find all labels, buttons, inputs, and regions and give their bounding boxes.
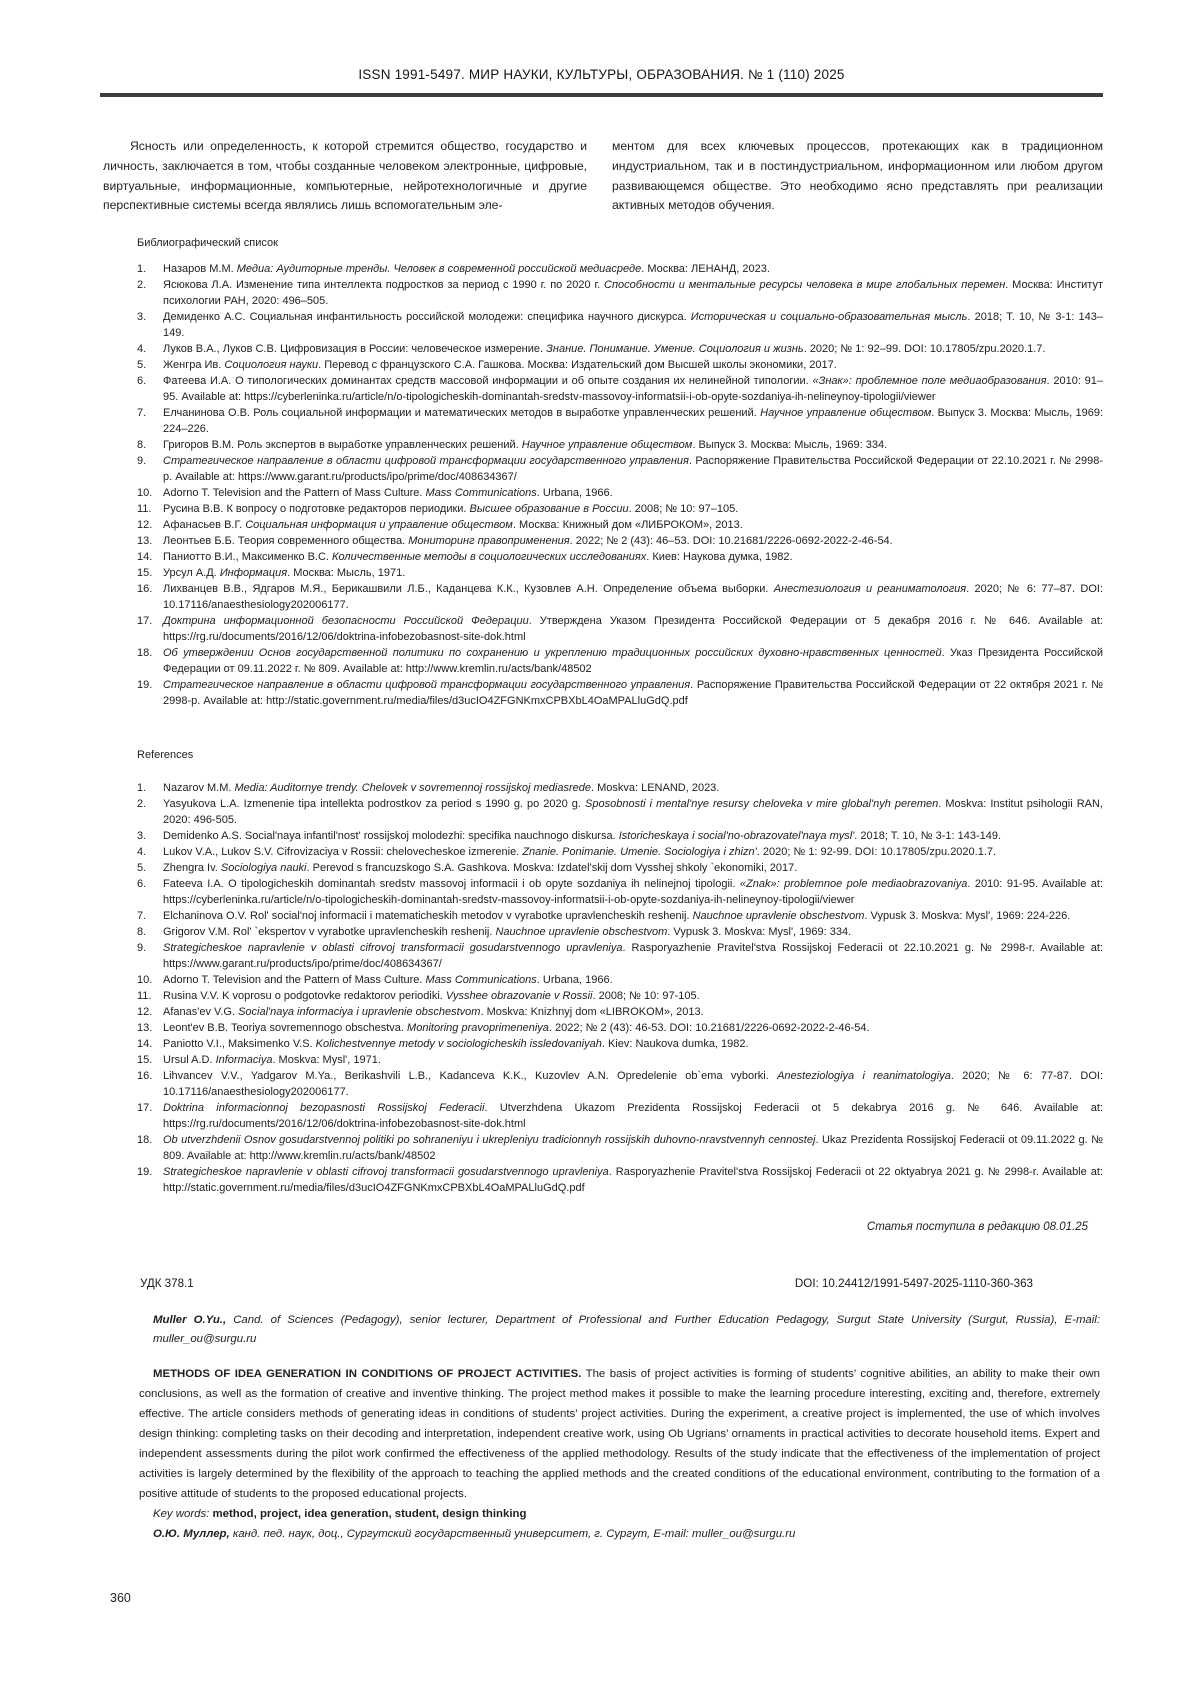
reference-text: Strategicheskoe napravlenie v oblasti cifrovoj transformacii gosudarstvennogo upravleniya. Rasporyazhenie Pravitel'stva Rossijskoj Federacii ot 22.10.2021 g. № 2998-r. Available at: https://www.garant.ru/products/ipo/prime/doc/408634367/: [163, 942, 1103, 970]
reference-item: [137, 485, 1103, 501]
reference-text: Lihvancev V.V., Yadgarov M.Ya., Berikashvili L.B., Kadanceva K.K., Kuzovlev A.N. Opredelenie ob`ema vyborki. Anesteziologiya i reanimatologiya. 2020; № 6: 77-87. DOI: 10.17116/anaesthesiology202006177.: [163, 1070, 1104, 1098]
reference-text: Афанасьев В.Г. Социальная информация и управление обществом. Москва: Книжный дом «ЛИБРОКОМ», 2013.: [163, 519, 743, 531]
reference-item: [137, 261, 1103, 277]
reference-item: [137, 860, 1103, 876]
reference-number: 2.: [137, 279, 147, 291]
reference-text: Rusina V.V. K voprosu o podgotovke redaktorov periodiki. Vysshee obrazovanie v Rossii. 2008; № 10: 97-105.: [163, 990, 700, 1002]
reference-number: 19.: [137, 1166, 153, 1178]
reference-number: 8.: [137, 439, 147, 451]
reference-text: Ob utverzhdenii Osnov gosudarstvennoj politiki po sohraneniyu i ukrepleniyu tradicionnyh rossijskih duhovno-nravstvennyh cennostej. Ukaz Prezidenta Rossijskoj Federacii ot 09.11.2022 g. № 809. Available at: http://www.kremlin.ru/acts/bank/48502: [163, 1134, 1103, 1162]
reference-text: Демиденко А.С. Социальная инфантильность российской молодежи: специфика научного дискурса. Историческая и социально-образовательная мысль. 2018; Т. 10, № 3-1: 143–149.: [163, 311, 1103, 339]
reference-item: [137, 924, 1103, 940]
reference-text: Nazarov M.M. Media: Auditornye trendy. Chelovek v sovremennoj rossijskoj mediasrede. Moskva: LENAND, 2023.: [163, 782, 720, 794]
reference-number: 2.: [137, 798, 147, 810]
author-name-en: Muller O.Yu.,: [153, 1314, 227, 1326]
reference-item: [137, 908, 1103, 924]
reference-text: Zhengra Iv. Sociologiya nauki. Perevod s francuzskogo S.A. Gashkova. Moskva: Izdatel'skij dom Vysshej shkoly `ekonomiki, 2017.: [163, 862, 798, 874]
reference-number: 6.: [137, 375, 147, 387]
reference-item: [137, 357, 1103, 373]
abstract-paragraph: [139, 1364, 1100, 1504]
reference-item: [137, 581, 1103, 613]
journal-header-title: ISSN 1991-5497. МИР НАУКИ, КУЛЬТУРЫ, ОБРАЗОВАНИЯ. № 1 (110) 2025: [358, 67, 845, 82]
reference-number: 1.: [137, 263, 147, 275]
keywords-line: [139, 1504, 1100, 1524]
reference-number: 18.: [137, 1134, 153, 1146]
reference-item: [137, 613, 1103, 645]
keywords-label: Key words:: [153, 1508, 210, 1520]
reference-number: 13.: [137, 535, 153, 547]
reference-text: Луков В.А., Луков С.В. Цифровизация в России: человеческое измерение. Знание. Понимание. Умение. Социология и жизнь. 2020; № 1: 92–99. DOI: 10.17805/zpu.2020.1.7.: [163, 343, 1046, 355]
intro-column-left: [103, 137, 587, 216]
reference-number: 9.: [137, 942, 147, 954]
reference-item: [137, 1068, 1103, 1100]
reference-item: [137, 796, 1103, 828]
author-name-ru: О.Ю. Муллер,: [153, 1528, 230, 1540]
reference-item: [137, 780, 1103, 796]
reference-text: Леонтьев Б.Б. Теория современного общества. Мониторинг правоприменения. 2022; № 2 (43): 46–53. DOI: 10.21681/2226-0692-2022-2-46-54.: [163, 535, 893, 547]
reference-number: 8.: [137, 926, 147, 938]
reference-number: 12.: [137, 519, 153, 531]
author-details-en: Cand. of Sciences (Pedagogy), senior lecturer, Department of Professional and Further Education Pedagogy, Surgut State University (Surgut, Russia), E-mail: muller_ou@surgu.ru: [153, 1314, 1100, 1345]
reference-item: [137, 453, 1103, 485]
reference-number: 10.: [137, 974, 153, 986]
reference-number: 7.: [137, 407, 147, 419]
reference-item: [137, 1100, 1103, 1132]
reference-item: [137, 1052, 1103, 1068]
author-affiliation-en: [153, 1311, 1100, 1348]
abstract-text: The basis of project activities is forming of students’ cognitive abilities, an ability to make their own conclusions, as well as the formation of creative and inventive thinking. The project method makes it possible to make the learning procedure interesting, exciting and, therefore, extremely effective. The article considers methods of generating ideas in conditions of students’ project activities. During the experiment, a creative project is implemented, the use of which involves design thinking: completing tasks on their decoding and interpretation, independent creative work, using Ob Ugrians’ ornaments in practical activities to decorate household items. Expert and independent assessments during the pilot work confirmed the effectiveness of the applied methodology. Results of the study indicate that the effectiveness of the implementation of project activities is largely determined by the flexibility of the approach to teaching the applied methods and the created conditions of the educational environment, contributing to the formation of a positive attitude of students to the proposed educational projects.: [139, 1368, 1100, 1500]
reference-item: [137, 1132, 1103, 1164]
reference-item: [137, 988, 1103, 1004]
reference-text: Strategicheskoe napravlenie v oblasti cifrovoj transformacii gosudarstvennogo upravleniya. Rasporyazhenie Pravitel'stva Rossijskoj Federacii ot 22 oktyabrya 2021 g. № 2998-r. Available at: http://static.government.ru/media/files/d3ucIO4ZFGNKmxCPBXbL4OaMPALluGdQ.pdf: [163, 1166, 1103, 1194]
reference-item: [137, 565, 1103, 581]
doi-code: DOI: 10.24412/1991-5497-2025-1110-360-363: [794, 1277, 1033, 1290]
author-affiliation-ru: [139, 1524, 1100, 1544]
reference-item: [137, 341, 1103, 357]
reference-number: 6.: [137, 878, 147, 890]
header-divider: [100, 93, 1103, 97]
reference-item: [137, 844, 1103, 860]
reference-text: Fateeva I.A. O tipologicheskih dominantah sredstv massovoj informacii i ob opyte sozdaniya ih nelinejnoj tipologii. «Znak»: problemnoe pole mediaobrazovaniya. 2010: 91-95. Available at: https://cyberleninka.ru/article/n/o-tipologicheskih-dominantah-sredstv-massovoy-informatsii-i-ob-opyte-sozdaniya-ih-nelineynoy-tipologii/viewer: [163, 878, 1103, 906]
reference-item: [137, 1164, 1103, 1196]
reference-number: 17.: [137, 615, 153, 627]
reference-number: 5.: [137, 359, 147, 371]
intro-paragraph-left: Ясность или определенность, к которой стремится общество, государство и личность, заключается в том, чтобы созданные человеком электронные, цифровые, виртуальные, информационные, компьютерные, нейротехнологичные и другие перспективные системы всегда являлись лишь вспомогательным эле-: [103, 139, 587, 213]
reference-text: Русина В.В. К вопросу о подготовке редакторов периодики. Высшее образование в России. 2008; № 10: 97–105.: [163, 503, 739, 515]
reference-text: Григоров В.М. Роль экспертов в выработке управленческих решений. Научное управление обществом. Выпуск 3. Москва: Мысль, 1969: 334.: [163, 439, 888, 451]
bibliography-heading: Библиографический список: [137, 237, 278, 249]
reference-number: 5.: [137, 862, 147, 874]
reference-number: 17.: [137, 1102, 153, 1114]
intro-paragraph-right: ментом для всех ключевых процессов, протекающих как в традиционном индустриальном, так и в постиндустриальном, информационном или любом другом развивающемся обществе. Это необходимо ясно представлять при реализации активных методов обучения.: [612, 139, 1103, 213]
reference-text: Adorno T. Television and the Pattern of Mass Culture. Mass Communications. Urbana, 1966.: [163, 487, 613, 499]
reference-number: 1.: [137, 782, 147, 794]
reference-text: Назаров М.М. Медиа: Аудиторные тренды. Человек в современной российской медиасреде. Москва: ЛЕНАНД, 2023.: [163, 263, 770, 275]
abstract-block: [139, 1364, 1100, 1544]
reference-item: [137, 645, 1103, 677]
page-number: 360: [110, 1591, 131, 1605]
keywords-value: method, project, idea generation, student, design thinking: [209, 1508, 527, 1520]
reference-item: [137, 437, 1103, 453]
article-title-en: METHODS OF IDEA GENERATION IN CONDITIONS OF PROJECT ACTIVITIES.: [153, 1368, 582, 1380]
reference-text: Elchaninova O.V. Rol' social'noj informacii i matematicheskih metodov v vyrabotke upravlencheskih reshenij. Nauchnoe upravlenie obschestvom. Vypusk 3. Moskva: Mysl', 1969: 224-226.: [163, 910, 1071, 922]
bibliography-list: [137, 261, 1103, 709]
reference-number: 14.: [137, 551, 153, 563]
reference-number: 11.: [137, 990, 152, 1002]
reference-item: [137, 940, 1103, 972]
reference-number: 16.: [137, 1070, 153, 1082]
reference-text: Елчанинова О.В. Роль социальной информации и математических методов в выработке управленческих решений. Научное управление обществом. Выпуск 3. Москва: Мысль, 1969: 224–226.: [163, 407, 1104, 435]
udk-code: УДК 378.1: [140, 1277, 194, 1290]
reference-number: 12.: [137, 1006, 153, 1018]
reference-text: Урсул А.Д. Информация. Москва: Мысль, 1971.: [163, 567, 406, 579]
reference-text: Demidenko A.S. Social'naya infantil'nost' rossijskoj molodezhi: specifika nauchnogo diskursa. Istoricheskaya i social'no-obrazovatel'naya mysl'. 2018; T. 10, № 3-1: 143-149.: [163, 830, 1002, 842]
reference-item: [137, 533, 1103, 549]
reference-number: 9.: [137, 455, 147, 467]
reference-text: Женгра Ив. Социология науки. Перевод с французского С.А. Гашкова. Москва: Издательский дом Высшей школы экономики, 2017.: [163, 359, 837, 371]
reference-text: Lukov V.A., Lukov S.V. Cifrovizaciya v Rossii: chelovecheskoe izmerenie. Znanie. Ponimanie. Umenie. Sociologiya i zhizn'. 2020; № 1: 92-99. DOI: 10.17805/zpu.2020.1.7.: [163, 846, 997, 858]
reference-text: Об утверждении Основ государственной политики по сохранению и укреплению традиционных российских духовно-нравственных ценностей. Указ Президента Российской Федерации от 09.11.2022 г. № 809. Available at: http://www.kremlin.ru/acts/bank/48502: [163, 647, 1104, 675]
reference-number: 7.: [137, 910, 147, 922]
reference-number: 15.: [137, 567, 153, 579]
received-date-line: Статья поступила в редакцию 08.01.25: [866, 1221, 1088, 1233]
reference-number: 15.: [137, 1054, 153, 1066]
reference-text: Leont'ev B.B. Teoriya sovremennogo obschestva. Monitoring pravoprimeneniya. 2022; № 2 (43): 46-53. DOI: 10.21681/2226-0692-2022-2-46-54.: [163, 1022, 870, 1034]
reference-item: [137, 1036, 1103, 1052]
reference-number: 10.: [137, 487, 153, 499]
reference-number: 4.: [137, 846, 147, 858]
reference-item: [137, 1004, 1103, 1020]
reference-text: Ясюкова Л.А. Изменение типа интеллекта подростков за период с 1990 г. по 2020 г. Способности и ментальные ресурсы человека в мире глобальных перемен. Москва: Институт психологии РАН, 2020: 496–505.: [163, 279, 1103, 307]
reference-item: [137, 517, 1103, 533]
reference-number: 14.: [137, 1038, 153, 1050]
reference-text: Grigorov V.M. Rol' `ekspertov v vyrabotke upravlencheskih reshenij. Nauchnoe upravlenie obschestvom. Vypusk 3. Moskva: Mysl', 1969: 334.: [163, 926, 852, 938]
reference-item: [137, 1020, 1103, 1036]
references-heading: References: [137, 749, 194, 761]
reference-item: [137, 405, 1103, 437]
reference-number: 18.: [137, 647, 153, 659]
reference-number: 3.: [137, 311, 147, 323]
reference-text: Паниотто В.И., Максименко В.С. Количественные методы в социологических исследованиях. Киев: Наукова думка, 1982.: [163, 551, 793, 563]
reference-text: Afanas'ev V.G. Social'naya informaciya i upravlenie obschestvom. Moskva: Knizhnyj dom «LIBROKOM», 2013.: [163, 1006, 704, 1018]
reference-item: [137, 501, 1103, 517]
reference-item: [137, 549, 1103, 565]
reference-number: 4.: [137, 343, 147, 355]
reference-text: Доктрина информационной безопасности Российской Федерации. Утверждена Указом Президента Российской Федерации от 5 декабря 2016 г. № 646. Available at: https://rg.ru/documents/2016/12/06/doktrina-infobezobasnost-site-dok.html: [163, 615, 1103, 643]
reference-number: 11.: [137, 503, 152, 515]
reference-text: Paniotto V.I., Maksimenko V.S. Kolichestvennye metody v sociologicheskih issledovaniyah. Kiev: Naukova dumka, 1982.: [163, 1038, 749, 1050]
reference-number: 13.: [137, 1022, 153, 1034]
reference-item: [137, 309, 1103, 341]
reference-text: Adorno T. Television and the Pattern of Mass Culture. Mass Communications. Urbana, 1966.: [163, 974, 613, 986]
reference-item: [137, 677, 1103, 709]
reference-item: [137, 876, 1103, 908]
reference-number: 19.: [137, 679, 153, 691]
reference-text: Лихванцев В.В., Ядгаров М.Я., Берикашвили Л.Б., Каданцева К.К., Кузовлев А.Н. Определение объема выборки. Анестезиология и реаниматология. 2020; № 6: 77–87. DOI: 10.17116/anaesthesiology202006177.: [163, 583, 1103, 611]
reference-text: Стратегическое направление в области цифровой трансформации государственного управления. Распоряжение Правительства Российской Федерации от 22.10.2021 г. № 2998-р. Available at: https://www.garant.ru/products/ipo/prime/doc/408634367/: [163, 455, 1103, 483]
reference-number: 3.: [137, 830, 147, 842]
meta-row: [140, 1277, 1033, 1290]
reference-item: [137, 373, 1103, 405]
reference-item: [137, 972, 1103, 988]
reference-text: Yasyukova L.A. Izmenenie tipa intellekta podrostkov za period s 1990 g. po 2020 g. Sposobnosti i mental'nye resursy cheloveka v mire global'nyh peremen. Moskva: Institut psihologii RAN, 2020: 496-505.: [163, 798, 1103, 826]
references-list: [137, 780, 1103, 1196]
reference-text: Фатеева И.А. О типологических доминантах средств массовой информации и об опыте создания их нелинейной типологии. «Знак»: проблемное поле медиаобразования. 2010: 91–95. Available at: https://cyberleninka.ru/article/n/o-tipologicheskih-dominantah-sredstv-massovoy-informatsii-i-ob-opyte-sozdaniya-ih-nelineynoy-tipologii/viewer: [163, 375, 1103, 403]
reference-text: Doktrina informacionnoj bezopasnosti Rossijskoj Federacii. Utverzhdena Ukazom Prezidenta Rossijskoj Federacii ot 5 dekabrya 2016 g. № 646. Available at: https://rg.ru/documents/2016/12/06/doktrina-infobezobasnost-site-dok.html: [163, 1102, 1103, 1130]
reference-text: Стратегическое направление в области цифровой трансформации государственного управления. Распоряжение Правительства Российской Федерации от 22 октября 2021 г. № 2998-р. Available at: http://static.government.ru/media/files/d3ucIO4ZFGNKmxCPBXbL4OaMPALluGdQ.pdf: [163, 679, 1103, 707]
intro-column-right: [612, 137, 1103, 216]
reference-text: Ursul A.D. Informaciya. Moskva: Mysl', 1971.: [163, 1054, 381, 1066]
author-details-ru: канд. пед. наук, доц., Сургутский государственный университет, г. Сургут, E-mail: muller_ou@surgu.ru: [229, 1528, 796, 1540]
reference-item: [137, 277, 1103, 309]
reference-item: [137, 828, 1103, 844]
reference-number: 16.: [137, 583, 153, 595]
